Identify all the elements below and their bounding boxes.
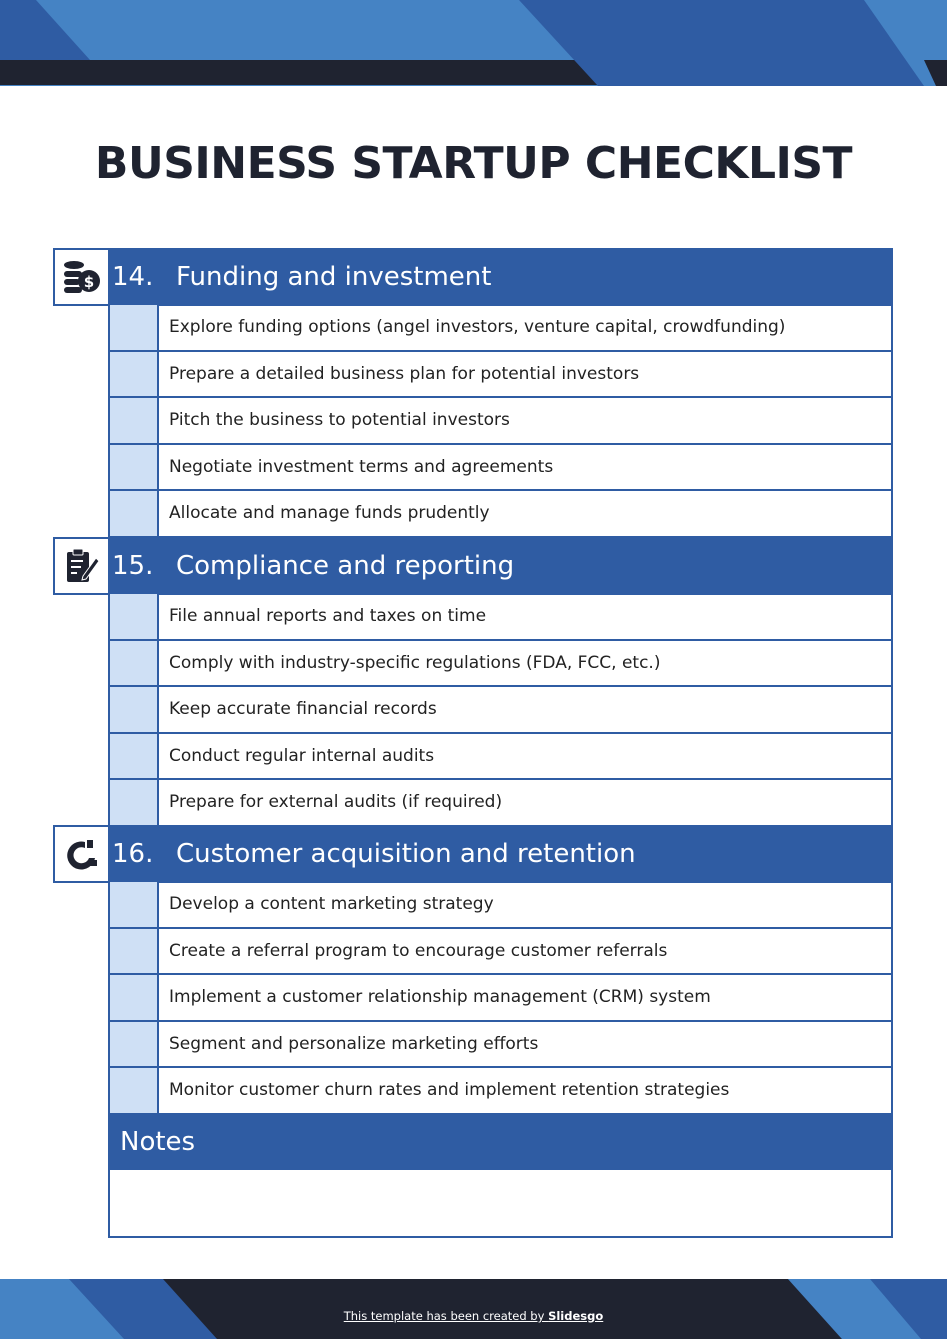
checklist-item — [108, 882, 893, 929]
item-text: File annual reports and taxes on time — [169, 606, 487, 627]
item-text: Monitor customer churn rates and implement retention strategies — [169, 1080, 730, 1101]
checklist-item — [108, 780, 893, 827]
section-number: 15. — [112, 551, 154, 581]
checkbox[interactable] — [110, 641, 159, 686]
checkbox[interactable] — [110, 1068, 159, 1113]
section-number: 16. — [112, 839, 154, 869]
checkbox[interactable] — [110, 975, 159, 1020]
item-text: Develop a content marketing strategy — [169, 894, 494, 915]
section-title: Customer acquisition and retention — [176, 839, 636, 869]
item-text: Allocate and manage funds prudently — [169, 503, 490, 524]
svg-text:$: $ — [83, 273, 94, 291]
checklist-item — [108, 398, 893, 445]
checklist-item — [108, 641, 893, 688]
notes-title: Notes — [108, 1113, 893, 1170]
page-title: BUSINESS STARTUP CHECKLIST — [94, 138, 853, 189]
checklist-item — [108, 687, 893, 734]
checklist-item — [108, 305, 893, 352]
clipboard-pen-icon — [53, 537, 110, 595]
notes-area[interactable] — [108, 1170, 893, 1238]
checkbox[interactable] — [110, 687, 159, 732]
coins-dollar-icon — [53, 248, 110, 306]
checkbox[interactable] — [110, 491, 159, 536]
section-customer — [53, 825, 893, 1115]
checkbox[interactable] — [110, 352, 159, 397]
section-number: 14. — [112, 262, 154, 292]
item-text: Prepare for external audits (if required) — [169, 792, 503, 813]
item-text: Pitch the business to potential investors — [169, 410, 510, 431]
checkbox[interactable] — [110, 594, 159, 639]
section-funding — [53, 248, 893, 538]
footer-brand-link[interactable]: Slidesgo — [548, 1309, 604, 1323]
checkbox[interactable] — [110, 305, 159, 350]
section-title: Compliance and reporting — [176, 551, 515, 581]
item-text: Create a referral program to encourage customer referrals — [169, 940, 668, 961]
checklist-item — [108, 975, 893, 1022]
footer-credit[interactable] — [0, 1309, 947, 1323]
checklist-item — [108, 491, 893, 538]
checklist-item — [108, 929, 893, 976]
item-text: Prepare a detailed business plan for potential investors — [169, 363, 640, 384]
item-text: Comply with industry-specific regulations (FDA, FCC, etc.) — [169, 652, 661, 673]
checkbox[interactable] — [110, 780, 159, 825]
checklist-item — [108, 1022, 893, 1069]
checklist-item — [108, 1068, 893, 1115]
checklist-item — [108, 594, 893, 641]
item-text: Implement a customer relationship management (CRM) system — [169, 987, 711, 1008]
checklist-item — [108, 445, 893, 492]
checkbox[interactable] — [110, 445, 159, 490]
section-compliance — [53, 537, 893, 827]
checkbox[interactable] — [110, 929, 159, 974]
checklist-item — [108, 734, 893, 781]
item-text: Explore funding options (angel investors, venture capital, crowdfunding) — [169, 317, 786, 338]
item-text: Segment and personalize marketing efforts — [169, 1033, 539, 1054]
checkbox[interactable] — [110, 1022, 159, 1067]
item-text: Keep accurate financial records — [169, 699, 437, 720]
section-title: Funding and investment — [176, 262, 492, 292]
checklist-item — [108, 352, 893, 399]
checkbox[interactable] — [110, 398, 159, 443]
item-text: Conduct regular internal audits — [169, 745, 435, 766]
footer-text: This template has been created by — [343, 1309, 549, 1323]
header-decoration — [0, 0, 947, 86]
checkbox[interactable] — [110, 734, 159, 779]
magnet-icon — [53, 825, 110, 883]
notes-section — [108, 1113, 893, 1238]
checkbox[interactable] — [110, 882, 159, 927]
item-text: Negotiate investment terms and agreements — [169, 456, 554, 477]
